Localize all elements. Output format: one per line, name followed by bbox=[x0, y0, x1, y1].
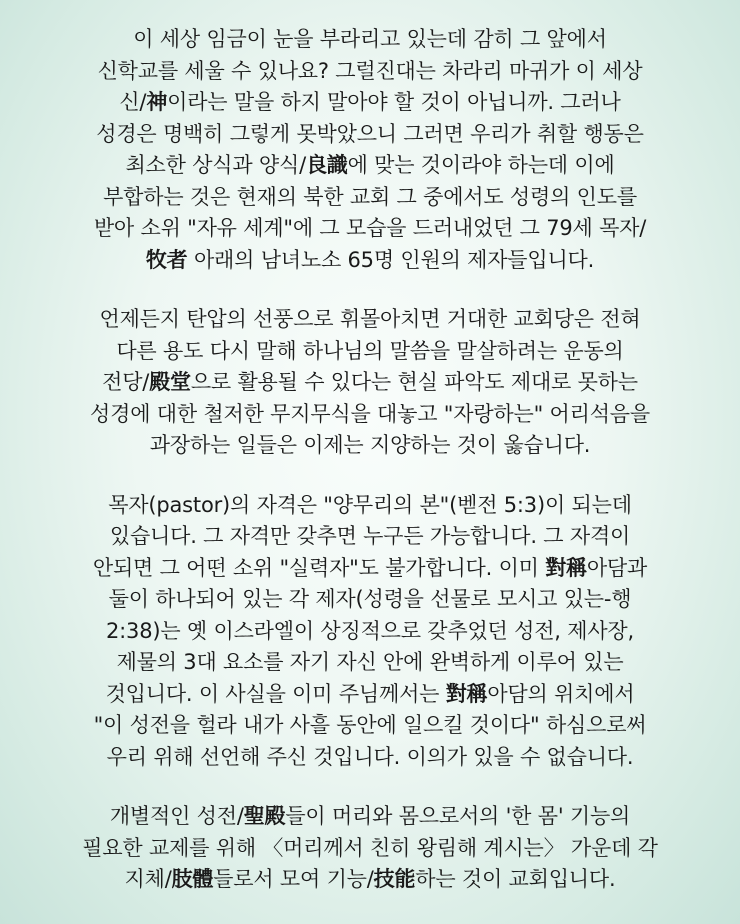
hanja-term: 肢體 bbox=[171, 867, 214, 891]
text-line bbox=[0, 679, 740, 711]
text-segment: 아담과 bbox=[586, 555, 648, 580]
text-line bbox=[0, 245, 740, 277]
text-line bbox=[0, 336, 740, 368]
text-line bbox=[0, 616, 740, 648]
text-segment: 전당/ bbox=[102, 370, 150, 394]
paragraph-3 bbox=[0, 490, 740, 774]
text-line bbox=[0, 833, 740, 865]
text-segment: 제물의 3대 요소를 자기 자신 안에 완벽하게 이루어 있는 bbox=[116, 650, 624, 674]
hanja-term: 對稱 bbox=[545, 555, 587, 580]
text-line bbox=[0, 182, 740, 214]
text-segment: "이 성전을 헐라 내가 사흘 동안에 일으킬 것이다" 하심으로써 bbox=[93, 713, 647, 737]
hanja-term: 對稱 bbox=[445, 681, 488, 706]
text-line bbox=[0, 87, 740, 119]
text-line bbox=[0, 647, 740, 679]
text-line bbox=[0, 490, 740, 522]
text-line bbox=[0, 521, 740, 553]
text-line bbox=[0, 399, 740, 431]
paragraph-2 bbox=[0, 304, 740, 462]
text-segment: 받아 소위 "자유 세계"에 그 모습을 드러내었던 그 79세 목자/ bbox=[93, 216, 647, 240]
text-line bbox=[0, 710, 740, 742]
text-line bbox=[0, 864, 740, 896]
text-segment: 우리 위해 선언해 주신 것입니다. 이의가 있을 수 없습니다. bbox=[106, 744, 634, 769]
text-segment: 신/ bbox=[119, 90, 147, 114]
text-segment: 부합하는 것은 현재의 북한 교회 그 중에서도 성령의 인도를 bbox=[103, 184, 637, 209]
text-line bbox=[0, 584, 740, 616]
text-segment: 것입니다. 이 사실을 이미 주님께서는 bbox=[105, 681, 446, 706]
text-segment: 다른 용도 다시 말해 하나님의 말씀을 말살하려는 운동의 bbox=[116, 338, 624, 363]
paragraph-4 bbox=[0, 801, 740, 896]
text-line bbox=[0, 56, 740, 88]
text-segment: 최소한 상식과 양식/ bbox=[125, 153, 306, 177]
text-segment: 성경은 명백히 그렇게 못박았으니 그러면 우리가 취할 행동은 bbox=[96, 121, 644, 146]
text-segment: 아담의 위치에서 bbox=[487, 681, 635, 706]
text-line bbox=[0, 430, 740, 462]
text-line bbox=[0, 150, 740, 182]
text-line bbox=[0, 304, 740, 336]
text-segment: 안되면 그 어떤 소위 "실력자"도 불가합니다. 이미 bbox=[92, 555, 546, 580]
text-segment: 이라는 말을 하지 말아야 할 것이 아닙니까. 그러나 bbox=[167, 90, 621, 114]
text-segment: 하는 것이 교회입니다. bbox=[415, 867, 616, 891]
hanja-term: 良識 bbox=[305, 153, 348, 177]
text-segment: 목자(pastor)의 자격은 "양무리의 본"(벧전 5:3)이 되는데 bbox=[108, 492, 632, 517]
hanja-term: 神 bbox=[146, 90, 168, 114]
hanja-term: 殿堂 bbox=[149, 370, 191, 394]
text-segment: 둘이 하나되어 있는 각 제자(성령을 선물로 모시고 있는-행 bbox=[108, 587, 632, 611]
text-segment: 들로서 모여 기능/ bbox=[213, 867, 374, 891]
text-segment: 지체/ bbox=[124, 867, 172, 891]
text-segment: 개별적인 성전/ bbox=[109, 804, 244, 828]
text-line bbox=[0, 742, 740, 774]
text-segment: 아래의 남녀노소 65명 인원의 제자들입니다. bbox=[187, 247, 595, 272]
text-segment: 있습니다. 그 자격만 갖추면 누구든 가능합니다. 그 자격이 bbox=[109, 524, 631, 548]
text-segment: 들이 머리와 몸으로서의 '한 몸' 기능의 bbox=[285, 804, 631, 828]
text-line bbox=[0, 24, 740, 56]
text-line bbox=[0, 213, 740, 245]
text-line bbox=[0, 553, 740, 585]
text-segment: 2:38)는 옛 이스라엘이 상징적으로 갖추었던 성전, 제사장, bbox=[106, 618, 634, 643]
text-segment: 필요한 교제를 위해 〈머리께서 친히 왕림해 계시는〉 가운데 각 bbox=[82, 835, 658, 860]
text-segment: 과장하는 일들은 이제는 지양하는 것이 옳습니다. bbox=[149, 433, 591, 457]
text-segment: 에 맞는 것이라야 하는데 이에 bbox=[347, 153, 615, 177]
hanja-term: 聖殿 bbox=[243, 804, 286, 828]
hanja-term: 技能 bbox=[373, 867, 416, 891]
text-line bbox=[0, 367, 740, 399]
text-segment: 으로 활용될 수 있다는 현실 파악도 제대로 못하는 bbox=[190, 370, 638, 394]
text-segment: 이 세상 임금이 눈을 부라리고 있는데 감히 그 앞에서 bbox=[133, 27, 607, 51]
hanja-term: 牧者 bbox=[145, 247, 188, 272]
text-segment: 성경에 대한 철저한 무지무식을 대놓고 "자랑하는" 어리석음을 bbox=[90, 401, 650, 426]
text-line bbox=[0, 801, 740, 833]
paragraph-1 bbox=[0, 24, 740, 276]
text-segment: 언제든지 탄압의 선풍으로 휘몰아치면 거대한 교회당은 전혀 bbox=[99, 307, 641, 331]
text-line bbox=[0, 119, 740, 151]
text-segment: 신학교를 세울 수 있나요? 그럴진대는 차라리 마귀가 이 세상 bbox=[97, 58, 643, 83]
